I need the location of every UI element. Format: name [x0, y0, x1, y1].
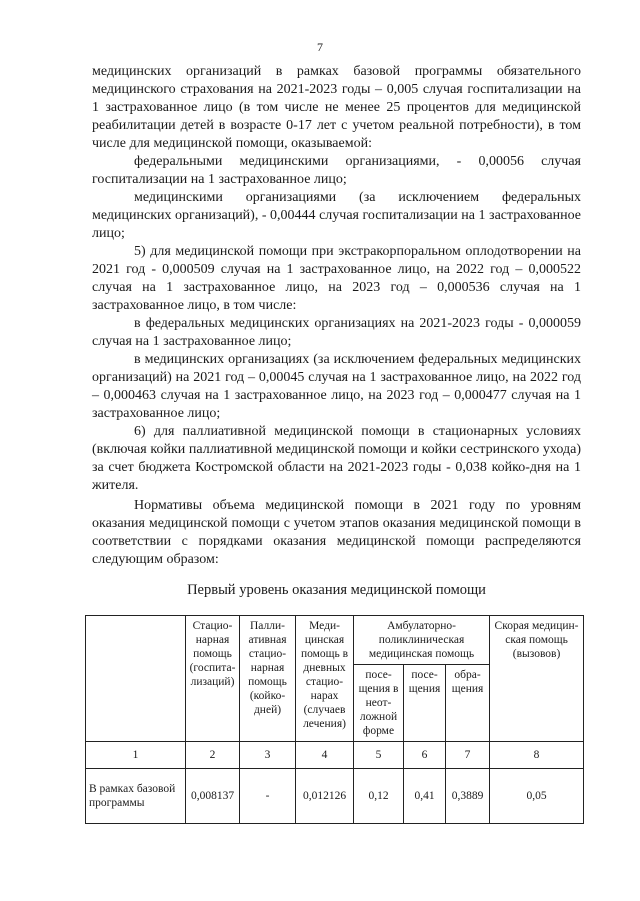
value-appeals: 0,3889 [446, 769, 490, 824]
header-day-hospital: Меди-цинская помощь в дневных стацио-нарах (случаев лечения) [296, 616, 354, 742]
table-row [86, 769, 584, 824]
paragraph: медицинских организаций в рамках базовой программы обязательного медицинского страхования на 2021-2023 годы – 0,005 случая госпитализации на 1 застрахованное лицо (в том числе не менее 25 процентов для медицинской реабилитации детей в возрасте 0-17 лет с учетом реальной потребности), в том числе для медицинской помощи, оказываемой: [92, 64, 581, 151]
column-number: 2 [186, 742, 240, 769]
column-number: 7 [446, 742, 490, 769]
column-number: 6 [404, 742, 446, 769]
value-stationary: 0,008137 [186, 769, 240, 824]
paragraph: в федеральных медицинских организациях на 2021-2023 годы - 0,000059 случая на 1 застрахованное лицо; [92, 316, 581, 349]
value-emergency-visits: 0,12 [354, 769, 404, 824]
header-empty-cell [86, 616, 186, 742]
page-number: 7 [317, 40, 323, 54]
paragraph: медицинскими организациями (за исключением федеральных медицинских организаций), - 0,00444 случая госпитализации на 1 застрахованное лицо; [92, 190, 581, 241]
value-day-hospital: 0,012126 [296, 769, 354, 824]
paragraph: федеральными медицинскими организациями, - 0,00056 случая госпитализации на 1 застрахованное лицо; [92, 154, 581, 187]
paragraph: Нормативы объема медицинской помощи в 2021 году по уровням оказания медицинской помощи с учетом этапов оказания медицинской помощи в соответствии с порядками оказания медицинской помощи распределяются следующим образом: [92, 498, 581, 567]
paragraph: 6) для паллиативной медицинской помощи в стационарных условиях (включая койки паллиативной медицинской помощи и койки сестринского ухода) за счет бюджета Костромской области на 2021-2023 годы - 0,038 койко-дня на 1 жителя. [92, 424, 581, 493]
header-appeals: обра-щения [446, 665, 490, 742]
column-number-row [86, 742, 584, 769]
value-palliative: - [240, 769, 296, 824]
header-outpatient: Амбулаторно-поликлиническая медицинская помощь [354, 616, 490, 665]
section-title: Первый уровень оказания медицинской помощи [187, 582, 486, 598]
levels-table [85, 615, 584, 824]
header-visits: посе-щения [404, 665, 446, 742]
value-ambulance: 0,05 [490, 769, 584, 824]
column-number: 5 [354, 742, 404, 769]
header-emergency-visits: посе-щения в неот-ложной форме [354, 665, 404, 742]
column-number: 3 [240, 742, 296, 769]
header-stationary: Стацио-нарная помощь (госпита-лизаций) [186, 616, 240, 742]
column-number: 1 [86, 742, 186, 769]
table-header-row [86, 616, 584, 665]
paragraph: в медицинских организациях (за исключением федеральных медицинских организаций) на 2021 год – 0,00045 случая на 1 застрахованное лицо, на 2022 год – 0,000463 случая на 1 застрахованное лицо, на 2023 год – 0,000477 случая на 1 застрахованное лицо; [92, 352, 581, 421]
header-ambulance: Скорая медицин-ская помощь (вызовов) [490, 616, 584, 742]
row-label: В рамках базовой программы [86, 769, 186, 824]
value-visits: 0,41 [404, 769, 446, 824]
header-palliative: Палли-ативная стацио-нарная помощь (койко-дней) [240, 616, 296, 742]
column-number: 4 [296, 742, 354, 769]
paragraph: 5) для медицинской помощи при экстракорпоральном оплодотворении на 2021 год - 0,000509 случая на 1 застрахованное лицо, на 2022 год – 0,000522 случая на 1 застрахованное лицо, на 2023 год – 0,000536 случая на 1 застрахованное лицо, в том числе: [92, 244, 581, 313]
body-text [92, 63, 581, 569]
column-number: 8 [490, 742, 584, 769]
